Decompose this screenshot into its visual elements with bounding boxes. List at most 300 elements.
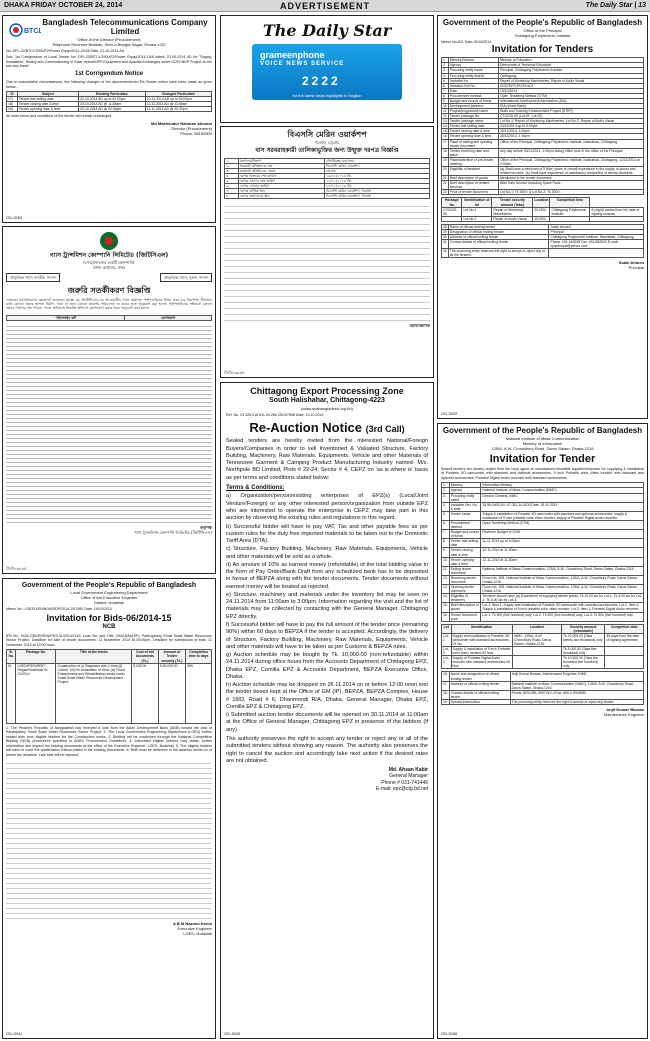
cell: 18	[442, 148, 449, 157]
cell: Office of the Principal, Chittagong Polytechnic Institute, Nasirabad, Chittagong	[498, 139, 643, 148]
column-header: Completion date	[605, 624, 644, 633]
cepz-ad	[220, 382, 434, 1039]
signer-role: Maintenance Engineer	[603, 712, 644, 718]
cell: 21	[443, 176, 447, 181]
table-row	[442, 148, 644, 157]
cepz-term: f) Successful bidder will have to pay the full amount of the tender price (remaining 90%) within 60 days to BEPZA if the tender is accepted. Accordingly, the delivery of Structure, Factory Building, Machinery, Raw Materials, Equipments, Vehicle and other materials will have to be taken as per Customs & BEPZA rules.	[226, 621, 428, 650]
cell: 19)	[7, 107, 18, 112]
cell: 19/10/2014	[498, 88, 643, 93]
nimc-table	[441, 482, 644, 621]
header-section: ADVERTISEMENT	[279, 1, 370, 11]
cell: 11-11-2014 AD @ 02:30pm	[145, 107, 211, 112]
cell: Phone: 8031085, 9007410-4 Fax: 880-2-9003080	[510, 690, 643, 699]
cell: Price of tender document	[448, 190, 498, 195]
slogan-left: প্রাকৃতিক গ্যাস জাতীয় সম্পদ	[6, 273, 60, 282]
btcl-ad	[2, 15, 216, 223]
btcl-title: Bangladesh Telecommunications Company Limited	[42, 18, 208, 36]
cepz-terms-title: Terms & Conditions:	[226, 484, 285, 491]
column-header: Lot	[442, 624, 452, 633]
table-row	[442, 585, 644, 594]
table-row	[442, 167, 644, 176]
cepz-web: (www.epzbangladesh.org.bd)	[301, 405, 353, 411]
gtcl-address: প্রধান কার্যালয়, ঢাকা	[92, 264, 126, 270]
column-header: Identification	[451, 624, 513, 633]
cell: 11-11-2014 AD @ 11:45am	[145, 102, 211, 107]
cell: The procuring entity reserves the right to accept or reject any or all the tenders.	[448, 249, 549, 258]
lged-office2: Office of the Executive Engineer	[80, 594, 138, 600]
cell: Lot-1: Tk 500 (five hundred) only; Lot-2: Tk 500 (five hundred) only; Lot-3: Tk 500 (five hundred) only	[481, 612, 644, 621]
bsc-notice: বাস সরবরাহকারী তালিকাভুক্তির জন্য উন্মুক্ত দরপত্র বিজ্ঞপ্তি	[255, 147, 399, 154]
cell: Procurement method	[449, 520, 481, 529]
table-row	[442, 681, 644, 690]
gtcl-col: যোগাযোগ	[125, 315, 212, 320]
cell: 15.55.0000.001.07.051.14.4100 Date: 15.10.2014	[481, 502, 644, 511]
cell: Construction of (i) Regulator with 4-Vent (ii) Culvert, (iii) Re-excavation of Khal, (iv) Flood Embankment and Rehabilitation works under Small Scale Water Resources Development Project.	[56, 663, 132, 723]
table-row	[7, 97, 212, 102]
cell: Tk 22,000.00 (Taka twenty-two thousand) only	[562, 633, 605, 646]
cell: Invitation for	[448, 78, 498, 83]
gtcl-table	[6, 315, 212, 321]
lged-col: Amount of Tender security (Tk.)	[158, 650, 186, 663]
cell: Phone: 031-663538 Fax: 031-682520 E-mail: cpiprincipal@yahoo.com	[549, 240, 644, 249]
cell: Project/programme name	[448, 109, 498, 114]
cell: Repair of Audio Visual	[492, 216, 533, 221]
signer-name: Md Makhsudur Rahman Akhund	[151, 120, 212, 126]
cell: Agency	[449, 488, 481, 493]
table-row	[442, 240, 644, 249]
signer-role: Principal	[628, 265, 644, 271]
column-header: Identification of lot	[462, 198, 492, 207]
cell: Brief description of goods	[448, 176, 498, 181]
cell: Salah Ahmed	[549, 224, 644, 229]
lged-table	[6, 649, 212, 723]
ad-code: GD-3953	[6, 215, 23, 220]
cell: মন্ত্রণালয়/বিভাগ	[238, 158, 324, 163]
cell: ক্রয়কারী প্রতিষ্ঠানের জেলা	[238, 168, 324, 173]
poly-table	[441, 57, 644, 195]
cell: 14	[443, 124, 447, 129]
cell: দরপত্র বিক্রয়ের শেষ তারিখ	[238, 173, 324, 178]
lged-col: Cost of bid documents (Tk.)	[132, 650, 158, 663]
cell: LGED/PSSWRSP/ Region/Noakhali/ W-01/2014	[16, 663, 56, 723]
cell: Supply & installation of Portable XD camcorder with standard and optional accessories, supply & installation of 9 inch portable color video monitor, supply of Portable Digital Audio recorder.	[481, 511, 644, 520]
lged-col: Sl. No.	[7, 650, 16, 663]
cell: 2	[442, 63, 449, 68]
table-row	[442, 190, 644, 195]
table-row	[442, 119, 644, 124]
cell: Repair of Workshop Machineries, Repair of Audio Visual	[498, 78, 643, 83]
table-row	[442, 575, 644, 584]
table-row	[442, 672, 644, 681]
nimc-signature	[441, 707, 644, 717]
signer-name: A B M Nazmul Karim	[173, 921, 212, 926]
ad-code: জিডি-৩৯৫৫	[224, 370, 245, 375]
gtcl-body: এতদ্বারা সর্বসাধারণের জ্ঞাতার্থে জানানো যাচ্ছে যে, জিটিসিএল-এর আওতাধীন গ্যাস সঞ্চালন পাইপলাইনের উপর এবং এর নিরাপত্তা সীমানার মধ্যে কোনো প্রকার স্থাপনা নির্মাণ, খনন বা অন্য কোনো কার্যক্রম পরিচালনা না করার জন্য অনুরোধ করা হলো। পাইপলাইনের সন্নিকটে কোনো প্রকার গ্যাসের গন্ধ পাওয়া গেলে অবিলম্বে নিকটস্থ অফিসে যোগাযোগ করার জন্য অনুরোধ করা হলো।	[6, 297, 212, 311]
cell: 25/11/2014, 1:00pm	[498, 129, 643, 134]
cell: Tender package name	[448, 119, 498, 124]
cepz-term: c) Structure, Factory Building, Machinery, Raw Materials, Equipments, Vehicle and other materials will be sold as a whole.	[226, 546, 428, 560]
header-date: DHAKA FRIDAY OCTOBER 24, 2014	[4, 2, 123, 9]
cell: 9.	[442, 548, 450, 557]
cell: বিএসসি মেরিন ওয়ার্কশপ, পতেঙ্গা	[325, 188, 430, 193]
cell: After Sale Service Including Spare Parts	[498, 181, 643, 190]
poly-office: Office of the Principal	[523, 27, 562, 33]
cepz-address: South Halishahar, Chittagong-4223	[269, 396, 385, 404]
table-row	[442, 647, 644, 656]
cepz-term: b) Successful bidder will have to pay VAT, Tax and other payable fees as per custom rules for the duty free imported materials to be taken out to the Domestic Tariff Area (DTA).	[226, 523, 428, 545]
cell: ১.	[225, 158, 239, 163]
cell: 01	[7, 663, 16, 723]
lged-clauses: 1. The People's Republic of Bangladesh has received a loan from the Asian Development Bank (ADB) toward the cost of Participatory Small Scale Water Resources Sector Project. 2. The Local Government Engineering Department (LGED) invites sealed bids from eligible bidders for the Construction works. 3. Bidding will be conducted through the National Competitive Bidding (NCB) procedures specified in ADB's Procurement Guidelines. 4. Interested eligible bidders may obtain further information and inspect the bidding documents at the office of the Executive Engineer, LGED, Noakhali. 5. The eligible bidders will have to meet the qualification criteria stated in the bidding documents. 6. Bids must be delivered to the address below on or before the deadline. Late bids will be rejected.	[6, 725, 212, 757]
table-row	[442, 502, 644, 511]
cepz-notice-text: Re-Auction Notice	[249, 420, 363, 436]
cell: 19.	[443, 699, 448, 704]
cell: Opening tender document	[449, 585, 481, 594]
cell: 5.	[442, 511, 450, 520]
signer-name: Md. Ahsan Kabir	[388, 767, 428, 774]
cell: Place/date/time of pre-tender meeting	[448, 157, 498, 166]
signer-role: কর্তৃপক্ষ	[200, 525, 212, 531]
cell: ১৭/১১/২০১৪ খ্রি.	[325, 183, 430, 188]
cell: 15	[443, 129, 447, 134]
cell: 18)	[7, 102, 18, 107]
cell: 11	[443, 109, 447, 114]
gtcl-signature	[6, 525, 212, 535]
cell: 45 days from the date of signing agreement	[605, 633, 644, 646]
cell: 10-11-2014 AD up to 03:00pm	[145, 97, 211, 102]
poly-lot-table	[441, 197, 644, 221]
btcl-col: Subject	[17, 92, 78, 97]
cell: Lot No-1: Repair of Workshop Machineries, Lot No-2: Repair of Audio Visual	[498, 119, 643, 124]
bsc-ad	[220, 126, 434, 378]
cell: Lot-3	[442, 656, 452, 669]
cell: ৫.	[225, 178, 239, 183]
cell: National Institute of Mass Communication (NIMC)	[481, 488, 644, 493]
cell: Invitation Ref No.	[448, 83, 498, 88]
cell: Place of selling and opening tender document	[448, 139, 498, 148]
signer-role: Director (Procurement)	[171, 125, 212, 131]
column-header: Location	[513, 624, 562, 633]
table-row	[442, 539, 644, 548]
cepz-terms	[226, 493, 428, 734]
cell: Anjit Kumar Biswas, Maintenance Engineer, NIMC	[510, 672, 643, 681]
cepz-signature	[226, 767, 428, 792]
cell: 5	[442, 78, 449, 83]
poly-inst: Chittagong Polytechnic Institute	[514, 32, 571, 38]
cell: 25,000/-	[533, 207, 550, 216]
gtcl-logo-icon	[100, 232, 118, 250]
cell: ১৭/১১/২০১৪ খ্রি.	[325, 178, 430, 183]
cell: Revenue Budget of GOB	[481, 530, 644, 539]
cell: 22	[442, 181, 449, 190]
cell: Special instructions	[449, 699, 510, 704]
cell: CTG/GD-08	[442, 207, 462, 216]
cell: 3,00,000.00	[158, 663, 186, 723]
cell: 02/STEP/CPI/2014/01	[498, 83, 643, 88]
cell: 23	[443, 190, 447, 195]
lged-office: Local Government Engineering Department	[70, 589, 148, 595]
cell: 8 (eight) weeks from the date of signing contract	[590, 207, 644, 216]
cell: Tender last selling date	[448, 124, 498, 129]
cell	[605, 656, 644, 669]
cell: Selling tender document	[449, 566, 481, 575]
poly-gov-title: Government of the People's Republic of Bangladesh	[442, 18, 643, 27]
cepz-term: e) Structure, machinery and materials under the inventory list may be seen on 24.11.2014 from 11:00am to 3:00pm. Information regarding the visit and the list of materials may be collected by contacting with the General Manager, Chittagong EPZ directly.	[226, 591, 428, 620]
nimc-lot-table	[441, 624, 644, 670]
cell: Eligibility of tenderers	[449, 594, 481, 603]
ad-code: GD-3941	[6, 1031, 23, 1036]
lged-info: IFB No.: NOA-GEDP/SEW/PDS-01/2014/1160. Loan No. and Title: 2943-BAN(SF), Participatory Small Scale Water Resources Sector Project. Deadline for sale of tender documents: 11 November 2014 at 05:00pm. Deadline for submission of bids: 11 November 2014 at 12:00 noon.	[6, 633, 212, 647]
lged-signature	[6, 921, 212, 936]
cell: 8.	[442, 539, 450, 548]
cell: 16	[443, 134, 447, 139]
cepz-term: h) Auction schedule may be dropped on 26.11.2014 on or before 12:00 noon into the tender boxes kept at the Office of GM (IP), BEPZA, BEPZA Complex, House # 19/D, Road # 6, Dhanmondi R/A, Dhaka, General Manager, Dhaka EPZ, Comilla EPZ & Chittagong EPZ.	[226, 682, 428, 710]
cell: 6.	[442, 520, 450, 529]
table-row	[442, 699, 644, 704]
table-row	[442, 493, 644, 502]
cepz-body: Sealed tenders are hereby invited from the interested National/Foreign Buyers/Companies in order to sell Inventoried & Valuated Structure, Factory Building, Machinery, Raw Materials, Equipments, Vehicle and other Materials of Tennessee Garment & Camping Product Manufacturing Industry named- M/s. Northpole BD Limited, Plots # 22-24, Sector # 4, CEPZ on 'as is where is' basis as per terms and conditions stated below:	[226, 438, 428, 481]
column-header: Package No	[442, 198, 462, 207]
cell: Development partners	[448, 103, 498, 108]
page-header	[0, 0, 650, 12]
cell: Invitation Ref. No. & date	[449, 502, 481, 511]
cell: 14.	[442, 594, 450, 603]
poly-signature	[441, 260, 644, 270]
cell: 32	[442, 249, 449, 258]
cell: Lot-1	[442, 633, 452, 646]
cell: 31	[442, 240, 449, 249]
cell: দরপত্র খোলার তারিখ	[238, 183, 324, 188]
cell: Skills and Training Enhancement Project (STEP)	[498, 109, 643, 114]
signer-org: LGED, Noakhali	[183, 931, 212, 936]
cell	[513, 647, 562, 656]
cell: Supply of Portable Digital Audio recorder with standard accessories-06 Nos.	[451, 656, 513, 669]
nimc-notice: Invitation for Tender	[489, 452, 596, 465]
btcl-table	[6, 91, 212, 112]
cell: Name and designation of official inviting tender	[449, 672, 510, 681]
table-row	[442, 181, 644, 190]
table-row	[442, 557, 644, 566]
btcl-signature	[6, 121, 212, 136]
cell: Agency	[448, 63, 498, 68]
cell: Procuring entity name	[449, 493, 481, 502]
cell: National Institute of Mass Communication, 125/A, A.W. Chowdhury Road, Darus Salam, Dhaka-1216	[481, 566, 644, 575]
gtcl-col: পাইপলাইন রুট	[7, 315, 125, 320]
table-row	[442, 249, 644, 258]
gtcl-title: গ্যাস ট্রান্সমিশন কোম্পানি লিমিটেড (জিটিসিএল)	[49, 252, 169, 259]
cell: 3.	[442, 493, 450, 502]
cepz-notice	[226, 420, 428, 436]
cell: Chittagong Polytechnic Institute, Nasirabad, Chittagong	[549, 235, 644, 240]
gp-name: grameenphone	[260, 50, 325, 60]
cell: Any day before 25/11/2014, 1:00pm during office hour in the office of the Principal	[498, 148, 643, 157]
cell: Room No. 305, National Institute of Mass Communication, 125/A, A.W. Chowdhury Road, Darus Salam, Dhaka-1216	[481, 575, 644, 584]
cepz-term: a) Organization/person/existing enterprises of EPZ(s) (Local/Joint Venture/Foreign) or any other interested person/organization from outside EPZ who are interested to operate the enterprise in CEPZ may take part in this auction by observing the existing rules and regulations in this regard.	[226, 493, 428, 522]
cell: Principal, Chittagong Polytechnic Institute	[498, 68, 643, 73]
cell: Lot-2	[442, 647, 452, 656]
signer-name: Anjit Kumar Biswas	[606, 707, 644, 713]
signer-email: E-mail: epz@ctg.bd.net	[375, 785, 428, 792]
cell: 19	[442, 157, 449, 166]
table-row	[442, 157, 644, 166]
cell: Supply & installation of 9 inch Portable color video monitor-02 Nos.	[451, 647, 513, 656]
cell: 18.	[442, 672, 450, 681]
gtcl-notice-title: জরুরি সতর্কীকরণ বিজ্ঞপ্তি	[67, 285, 151, 295]
lged-col: Package No.	[16, 650, 56, 663]
cell: 10,000/-	[533, 216, 550, 221]
gtcl-slogans	[6, 273, 212, 282]
table-row	[7, 107, 212, 112]
cell: দরপত্র প্রাপ্তির স্থান	[238, 188, 324, 193]
cell: 5,000.00	[132, 663, 158, 723]
poly-table-2	[441, 224, 644, 259]
cell: National Institute of Mass Communication (NIMC), 125/A, A.W. Chowdhury Road, Darus Salam, Dhaka-1216	[510, 681, 643, 690]
cell: Brief description of goods	[449, 603, 481, 612]
cell: Supply and installation of Portable XD camcorder with standard accessories-03 No.	[451, 633, 513, 646]
cell: 12-11-2014 at 11:30am	[481, 557, 644, 566]
cell: 12-11-2014 at 11:30am	[481, 548, 644, 557]
header-paper-page: The Daily Star | 13	[585, 2, 646, 9]
gtcl-route-text	[6, 323, 212, 523]
table-row	[442, 633, 644, 646]
btcl-office: Office of the Director (Procurement)	[77, 36, 141, 42]
cell: 22-10-2014 AD up to 03:00pm	[79, 97, 146, 102]
cell: 1	[442, 58, 449, 63]
cell: ৭.	[225, 188, 239, 193]
cell: ৩.	[225, 168, 239, 173]
cell: Tender last selling date	[17, 97, 78, 102]
cell: 17)	[7, 97, 18, 102]
cell: The procuring entity reserves the right to accept or reject any tender.	[510, 699, 643, 704]
cell: Designation of official inviting tender	[448, 229, 549, 234]
table-row	[225, 194, 430, 199]
cell: 20	[442, 167, 449, 176]
table-row	[442, 520, 644, 529]
cell: 10	[443, 103, 447, 108]
gp-banner	[252, 44, 402, 100]
cell: Lot-1: Item-1: Supply and installation of Portable XD camcorder with standard accessories. Lot-2: Item-1: Supply & installation of 9 inch portable color video monitor. Lot-3: Item-1: Portable Digital Audio recorder.	[481, 603, 644, 612]
cell: Contact details of official inviting tender	[449, 690, 510, 699]
cell: 4.	[442, 502, 450, 511]
cell: চট্টগ্রাম	[325, 168, 430, 173]
nimc-table-2	[441, 671, 644, 705]
btcl-logo	[9, 22, 41, 38]
cell: Principal	[549, 229, 644, 234]
cell: Tender package No.	[448, 114, 498, 119]
gp-number: 2222	[302, 74, 341, 88]
cell: Tender document price	[449, 612, 481, 621]
signer-role: General Manager	[389, 773, 428, 780]
cell	[550, 216, 590, 221]
cell: Name of official inviting tender	[448, 224, 549, 229]
table-row	[7, 663, 212, 723]
cell: Tender closing date & time	[17, 102, 78, 107]
lged-more-clauses	[6, 759, 212, 919]
cell: ক্রয়কারী প্রতিষ্ঠানের নাম	[238, 163, 324, 168]
bsc-sub: পতেঙ্গা, চট্টগ্রাম	[314, 140, 340, 145]
lged-title: Government of the People's Republic of Bangladesh	[21, 582, 197, 589]
btcl-note: All other terms and conditions of the tender will remain unchanged.	[6, 114, 113, 119]
gp-tagline: for the latest news highlights in English	[292, 93, 362, 98]
lged-notice: Invitation for Bids-06/2014-15	[46, 613, 172, 624]
cell: বিএসসি মেরিন ওয়ার্কশপ	[325, 163, 430, 168]
cell: Receiving tender document	[449, 575, 481, 584]
cell: Lot No-1: Tk 300/= & Lot No-2: Tk 300/=	[498, 190, 643, 195]
cell: Budget and source of funds	[450, 530, 480, 539]
table-row	[7, 102, 212, 107]
ad-code: জিডি-৩৯৪৫	[6, 566, 27, 571]
cell: 1.	[442, 483, 450, 488]
cepz-term: d) An amount of 10% as earnest money (refundable) of the total bidding value in the form of Pay Order/Bank Draft from any scheduled bank has to be deposited in favour of BEPZA along with the tender documents. Tender documents without earnest money will be treated as rejected.	[226, 561, 428, 590]
cell: 13	[443, 119, 447, 124]
nimc-ad	[437, 423, 648, 1039]
cell: Address of official inviting tender	[449, 681, 510, 690]
cell: Chittagong Polytechnic Institute	[550, 207, 590, 216]
signer-role: মহাব্যবস্থাপক	[409, 323, 430, 329]
cell: 11.	[442, 566, 450, 575]
cell: Director General, NIMC	[481, 493, 644, 502]
column-header: Security amount (refundable)	[562, 624, 605, 633]
cell: 13.	[442, 585, 450, 594]
btcl-subject: Sub: 1st Corrigendum of Local Tender No: DPL-02/BTCL/290UFZ/Power Equip/2014-15/8 dated: 23-09-2014 AD for "Supply, Installation, Testing and Commissioning of Solar Hybrid/UPS Equipment and Upazilla Exchanges under UOFCNDP Project on full turn-key basis".	[6, 55, 212, 69]
cell: Tender name	[449, 511, 481, 520]
cell: বিএসসি মেরিন ওয়ার্কশপ, পতেঙ্গা	[325, 194, 430, 199]
cell: নৌপরিবহন মন্ত্রণালয়	[325, 158, 430, 163]
lged-method: NCB	[102, 624, 116, 631]
cell: 365	[186, 663, 212, 723]
cell: Ministry of Education	[498, 58, 643, 63]
cell: দরপত্র জমাদানের স্থান	[238, 194, 324, 199]
nimc-ministry: Ministry of Information	[522, 440, 563, 446]
cell: দরপত্র গ্রহণের শেষ তারিখ	[238, 178, 324, 183]
cell: Brief description of related services	[448, 181, 498, 190]
cell: 30	[443, 235, 447, 240]
bsc-table	[224, 158, 430, 200]
cell: Date	[448, 88, 498, 93]
signer-phone: Phone: 58150500	[180, 130, 212, 136]
svg-text:BTCL: BTCL	[24, 28, 41, 35]
bsc-title: বিএসসি মেরিন ওয়ার্কশপ	[287, 130, 367, 139]
cell: Procurement method	[448, 93, 498, 98]
cell: Procuring entity district	[448, 73, 498, 78]
btcl-col: Existing Particulars	[79, 92, 146, 97]
table-row	[442, 530, 644, 539]
ad-code: GD-3938	[441, 1031, 458, 1036]
cell: International Development Association (IDA)	[498, 98, 643, 103]
cell: 12	[443, 114, 447, 119]
table-row	[442, 548, 644, 557]
cepz-call: (3rd Call)	[365, 424, 405, 435]
poly-memo: Memo No:401 Date:19/10/2014	[441, 39, 492, 44]
cell: Eligibility of tenderer	[448, 167, 498, 176]
lged-col: Completion time in days	[186, 650, 212, 663]
cepz-term: g) Auction schedule may be bought by Tk. 10,000.00 (non-refundable) within 24.11.2014 during office hours from the Accounts Department of Chittagong EPZ, Dhaka EPZ, Comilla EPZ & Accounts Department, BEPZA Executive Office, Dhaka.	[226, 652, 428, 680]
cell: Tk 5,000.00 (Taka five thousand) only	[562, 647, 605, 656]
cell: 6	[442, 83, 449, 88]
cell: Tk 10,500.00 (Taka ten thousand five hundred) only	[562, 656, 605, 669]
cell: 17.	[442, 681, 450, 690]
column-header: Completion time	[550, 198, 590, 207]
signer-name: Salah Ahmed	[618, 260, 644, 266]
cell: Information Ministry	[481, 483, 644, 488]
cell: Tender receiving date and place	[448, 148, 498, 157]
btcl-ref: No: DPL-02/BTCL/290UFZ/Power Equip/2014-15/34 Date: 21-10-2014 AD	[6, 48, 125, 53]
cell: 28	[443, 224, 447, 229]
cell: 29	[443, 229, 447, 234]
cell: Contact details of official inviting tender	[448, 240, 549, 249]
cell: Address of official inviting tender	[448, 235, 549, 240]
cell: Tender opening date & time	[17, 107, 78, 112]
